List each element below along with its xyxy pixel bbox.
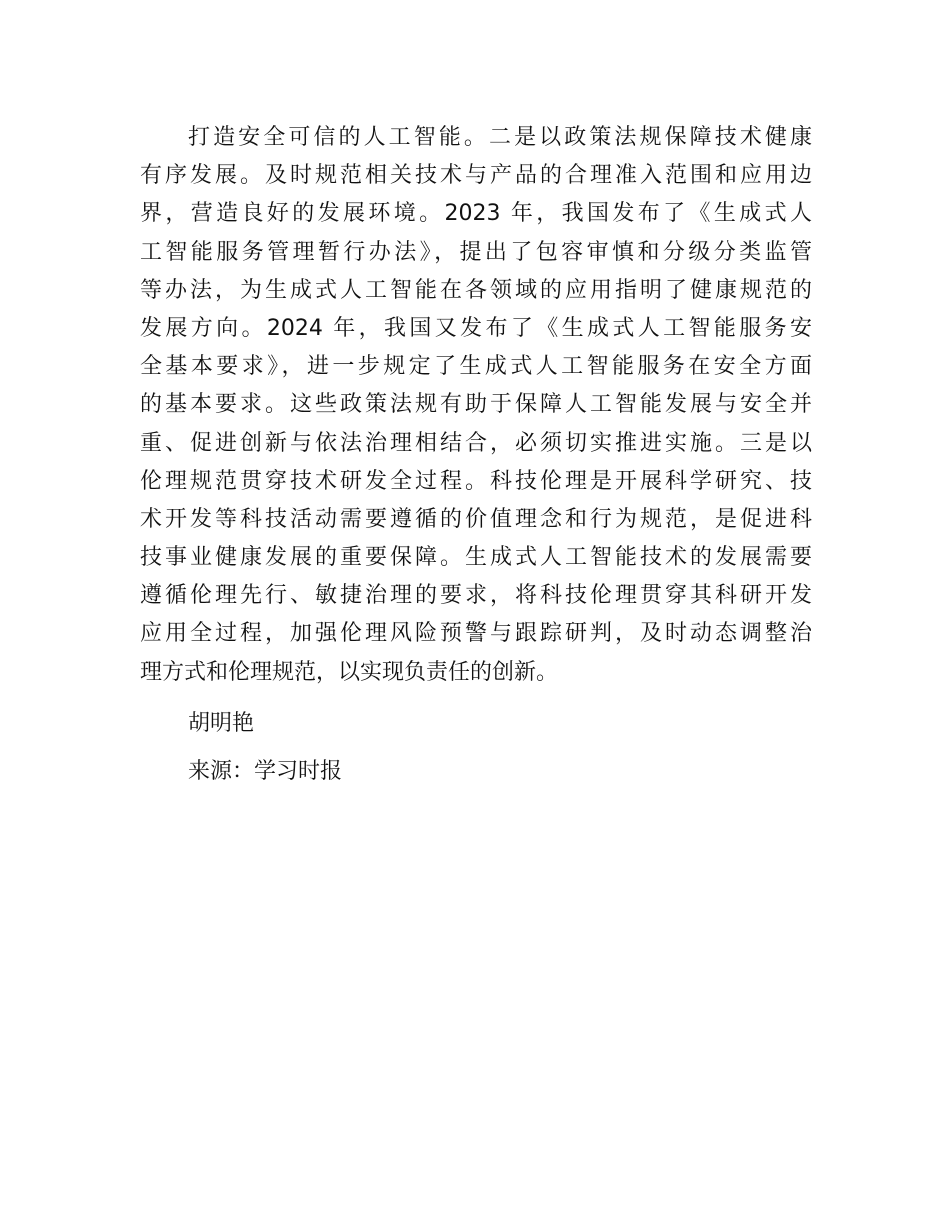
paragraph-line: 伦理规范贯穿技术研发全过程。科技伦理是开展科学研究、技 — [140, 468, 812, 494]
paragraph-line: 打造安全可信的人工智能。二是以政策法规保障技术健康 — [188, 125, 812, 150]
paragraph-line: 应用全过程，加强伦理风险预警与跟踪研判，及时动态调整治 — [140, 621, 812, 647]
paragraph-line: 理方式和伦理规范，以实现负责任的创新。 — [140, 659, 559, 685]
paragraph-line: 发展方向。2024 年，我国又发布了《生成式人工智能服务安 — [140, 315, 812, 341]
body-paragraph — [140, 119, 812, 692]
paragraph-line: 技事业健康发展的重要保障。生成式人工智能技术的发展需要 — [140, 545, 812, 571]
paragraph-line: 全基本要求》，进一步规定了生成式人工智能服务在安全方面 — [140, 354, 812, 380]
author-name: 胡明艳 — [188, 710, 255, 736]
paragraph-line: 等办法，为生成式人工智能在各领域的应用指明了健康规范的 — [140, 277, 812, 303]
signature-block — [140, 700, 812, 796]
paragraph-line: 的基本要求。这些政策法规有助于保障人工智能发展与安全并 — [140, 392, 812, 418]
paragraph-line: 有序发展。及时规范相关技术与产品的合理准入范围和应用边 — [140, 163, 812, 189]
paragraph-line: 遵循伦理先行、敏捷治理的要求，将科技伦理贯穿其科研开发 — [140, 583, 812, 609]
paragraph-line: 术开发等科技活动需要遵循的价值理念和行为规范，是促进科 — [140, 506, 812, 532]
source-line: 来源：学习时报 — [188, 758, 343, 784]
paragraph-line: 界，营造良好的发展环境。2023 年，我国发布了《生成式人 — [140, 201, 812, 227]
paragraph-line: 重、促进创新与依法治理相结合，必须切实推进实施。三是以 — [140, 430, 812, 456]
document-page — [140, 119, 812, 796]
paragraph-line: 工智能服务管理暂行办法》，提出了包容审慎和分级分类监管 — [140, 239, 812, 265]
